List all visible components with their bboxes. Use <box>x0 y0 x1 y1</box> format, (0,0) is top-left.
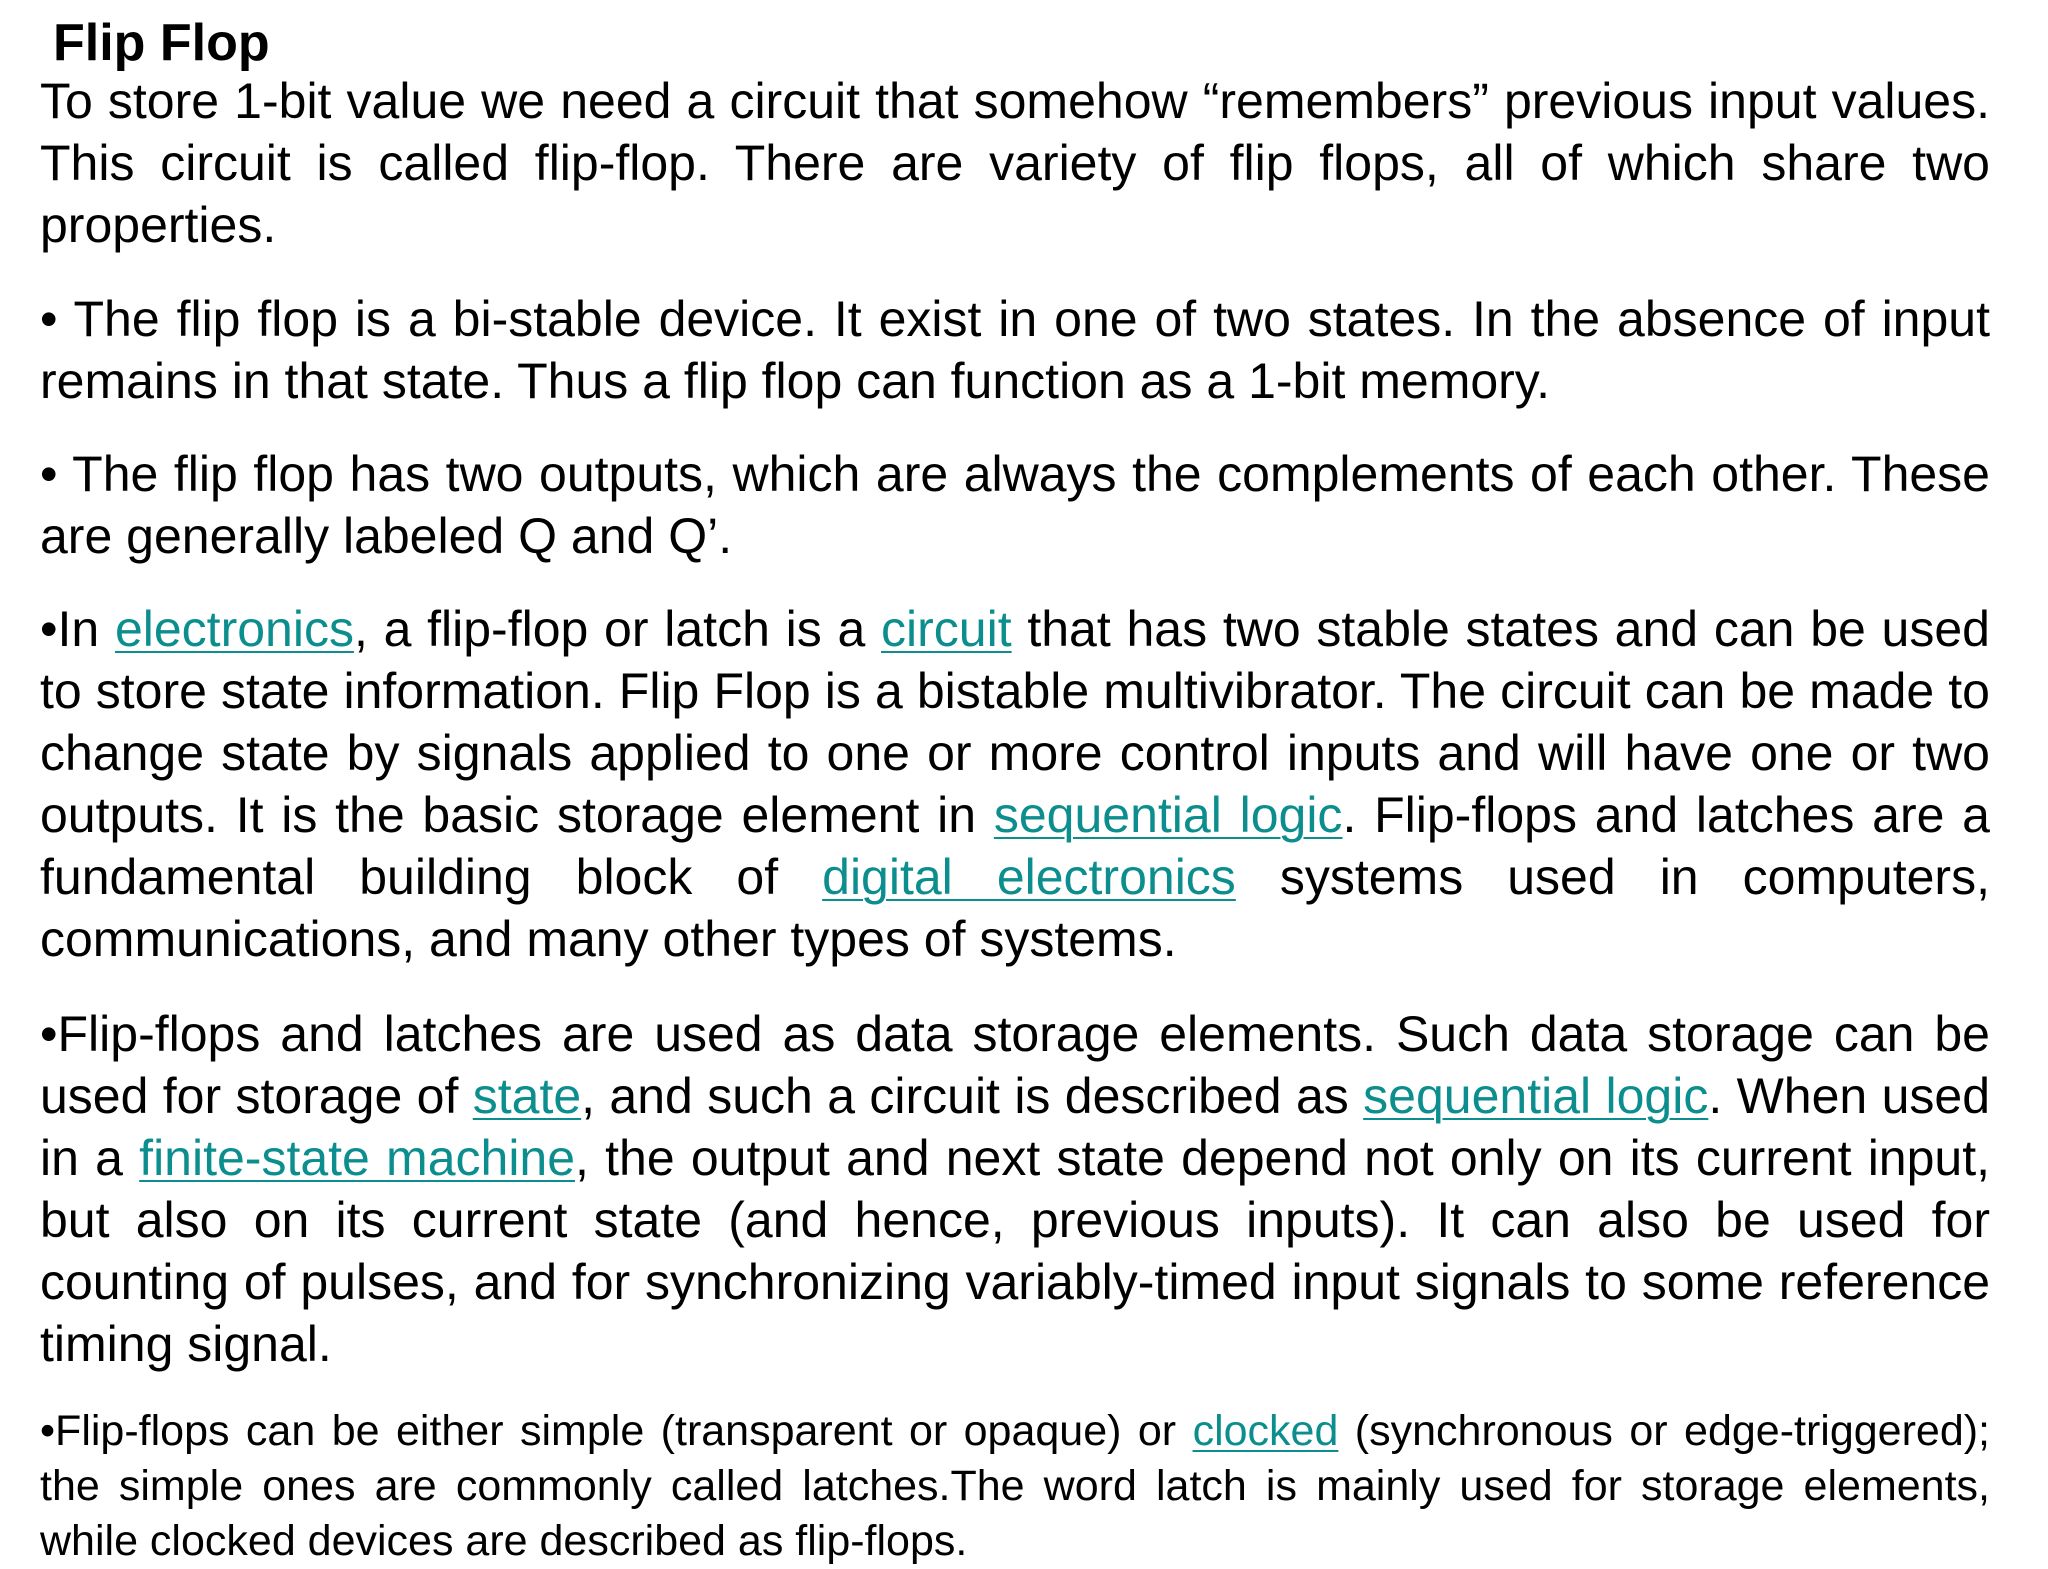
paragraph-text: . Flip-flops and latches are a fundamental building block of <box>40 787 1990 905</box>
paragraph-text: • The flip flop is a bi-stable device. It exist in one of two states. In the absence of input remains in that state. Thus a flip flop can function as a 1-bit memory. <box>40 291 1990 409</box>
paragraph-text: systems used in computers, communications, and many other types of systems. <box>40 849 1990 967</box>
link-circuit[interactable]: circuit <box>881 601 1012 657</box>
paragraph-text: , a flip-flop or latch is a <box>353 601 882 657</box>
paragraph-text: (synchronous or edge-triggered); the simple ones are commonly called latches.The word latch is mainly used for storage elements, while clocked devices are described as flip-flops. <box>40 1407 1990 1565</box>
paragraph-clocked <box>40 1404 1990 1569</box>
paragraph-text: • The flip flop has two outputs, which are always the complements of each other. These are generally labeled Q and Q’. <box>40 446 1990 564</box>
page-title: Flip Flop <box>53 14 270 72</box>
paragraph-storage <box>40 1003 1990 1375</box>
paragraph-text: To store 1-bit value we need a circuit that somehow “remembers” previous input values. This circuit is called flip-flop. There are variety of flip flops, all of which share two properties. <box>40 73 1990 253</box>
paragraph-outputs <box>40 443 1990 567</box>
paragraph-text: that has two stable states and can be used to store state information. Flip Flop is a bistable multivibrator. The circuit can be made to change state by signals applied to one or more control inputs and will have one or two outputs. It is the basic storage element in <box>40 601 1990 843</box>
link-sequential-logic-2[interactable]: sequential logic <box>1363 1068 1709 1124</box>
link-state[interactable]: state <box>472 1068 582 1124</box>
link-electronics[interactable]: electronics <box>114 601 354 657</box>
paragraph-text: •In <box>40 601 115 657</box>
paragraph-definition <box>40 598 1990 970</box>
paragraph-text: •Flip-flops and latches are used as data storage elements. Such data storage can be used for storage of <box>40 1006 1990 1124</box>
paragraph-intro <box>40 70 1990 256</box>
paragraph-bistable <box>40 288 1990 412</box>
paragraph-text: •Flip-flops can be either simple (transparent or opaque) or <box>40 1407 1193 1455</box>
paragraph-text: , the output and next state depend not only on its current input, but also on its current state (and hence, previous inputs). It can also be used for counting of pulses, and for synchronizing variably-timed input signals to some reference timing signal. <box>40 1130 1991 1372</box>
link-sequential-logic[interactable]: sequential logic <box>993 787 1343 843</box>
link-clocked[interactable]: clocked <box>1192 1407 1339 1455</box>
link-digital-electronics[interactable]: digital electronics <box>822 849 1236 905</box>
paragraph-text: , and such a circuit is described as <box>581 1068 1364 1124</box>
link-finite-state-machine[interactable]: finite-state machine <box>139 1130 576 1186</box>
paragraph-text: . When used in a <box>40 1068 1991 1186</box>
